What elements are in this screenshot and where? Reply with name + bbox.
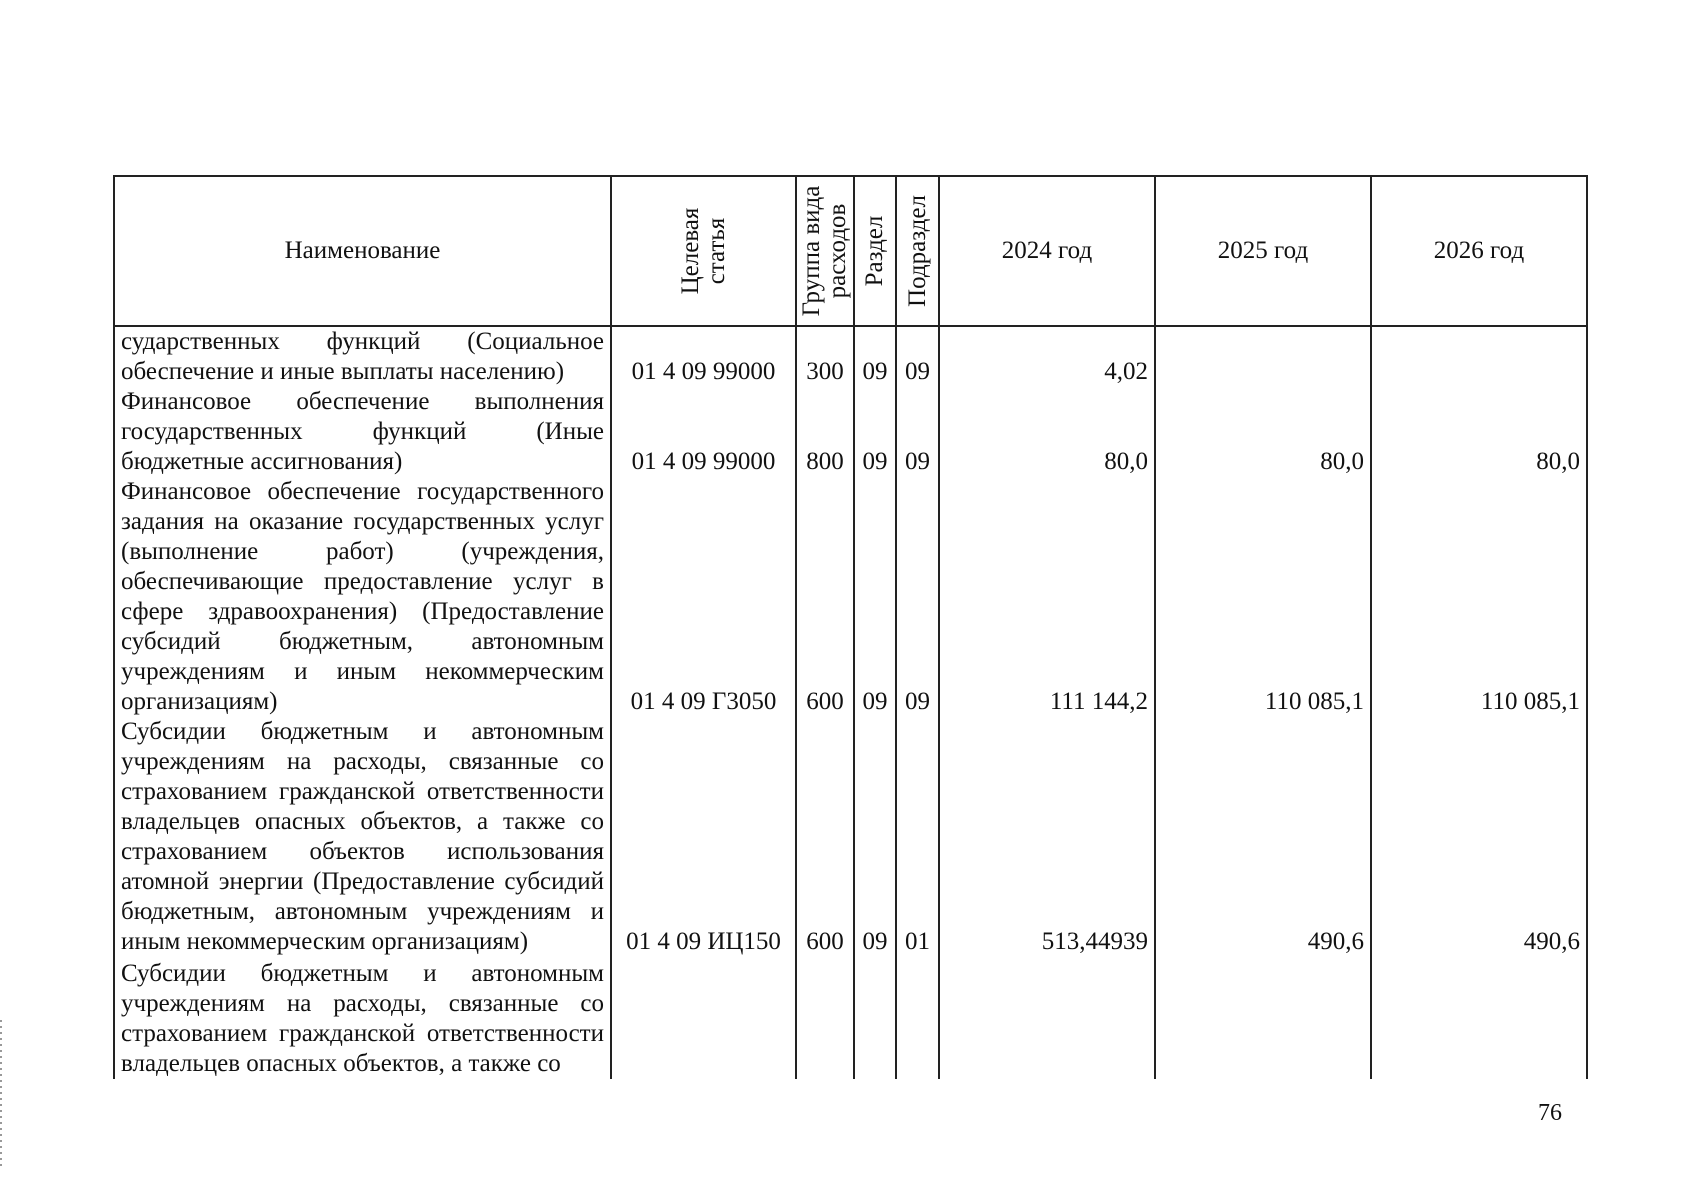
- header-subsection-text: Подраздел: [903, 195, 931, 307]
- row-target: 01 4 09 99000: [611, 326, 796, 387]
- row-section: 09: [854, 717, 896, 957]
- row-name: Финансовое обеспечение выполнения государственных функций (Иные бюджетные ассигнования): [114, 387, 611, 477]
- row-section: 09: [854, 326, 896, 387]
- table-row: [114, 717, 1587, 957]
- row-value-2024: 513,44939: [939, 717, 1155, 957]
- row-value-2026: [1371, 957, 1587, 1079]
- table-row: [114, 326, 1587, 387]
- row-name: Субсидии бюджетным и автономным учреждениям на расходы, связанные со страхованием гражданской ответственности владельцев опасных объектов, а также со: [114, 957, 611, 1079]
- header-row: [114, 176, 1587, 326]
- budget-table: [113, 175, 1588, 1079]
- header-target-line-1: Целевая: [676, 207, 704, 295]
- row-group: 300: [796, 326, 854, 387]
- row-subsection: 01: [896, 717, 939, 957]
- row-section: [854, 957, 896, 1079]
- row-value-2025: [1155, 326, 1371, 387]
- row-name: Субсидии бюджетным и автономным учреждениям на расходы, связанные со страхованием гражданской ответственности владельцев опасных объектов, а также со страхованием объектов использования атомной энергии (Предоставление субсидий бюджетным, автономным учреждениям и иным некоммерческим организациям): [114, 717, 611, 957]
- row-target: [611, 957, 796, 1079]
- row-section: 09: [854, 387, 896, 477]
- row-group: [796, 957, 854, 1079]
- row-value-2024: [939, 957, 1155, 1079]
- row-group: 800: [796, 387, 854, 477]
- row-target: 01 4 09 99000: [611, 387, 796, 477]
- table-row: [114, 387, 1587, 477]
- header-year-2026: 2026 год: [1371, 176, 1587, 326]
- row-subsection: 09: [896, 387, 939, 477]
- table-row: [114, 477, 1587, 717]
- header-group-line-2: расходов: [824, 203, 851, 299]
- row-value-2024: 111 144,2: [939, 477, 1155, 717]
- header-expense-group: [796, 176, 854, 326]
- scan-edge-mark: [0, 1020, 2, 1170]
- header-name: Наименование: [114, 176, 611, 326]
- row-subsection: [896, 957, 939, 1079]
- row-target: 01 4 09 Г3050: [611, 477, 796, 717]
- row-name: сударственных функций (Социальное обеспечение и иные выплаты населению): [114, 326, 611, 387]
- row-group: 600: [796, 717, 854, 957]
- row-value-2025: 110 085,1: [1155, 477, 1371, 717]
- header-target-article: [611, 176, 796, 326]
- row-value-2024: 80,0: [939, 387, 1155, 477]
- header-year-2025: 2025 год: [1155, 176, 1371, 326]
- row-target: 01 4 09 ИЦ150: [611, 717, 796, 957]
- row-value-2025: 490,6: [1155, 717, 1371, 957]
- header-section-text: Раздел: [861, 215, 888, 287]
- row-subsection: 09: [896, 326, 939, 387]
- row-value-2026: 490,6: [1371, 717, 1587, 957]
- row-value-2026: [1371, 326, 1587, 387]
- row-subsection: 09: [896, 477, 939, 717]
- table-row: [114, 957, 1587, 1079]
- header-section: [854, 176, 896, 326]
- row-group: 600: [796, 477, 854, 717]
- row-value-2025: 80,0: [1155, 387, 1371, 477]
- page-number: 76: [1538, 1100, 1562, 1126]
- header-subsection: [896, 176, 939, 326]
- header-group-line-1: Группа вида: [798, 185, 825, 317]
- header-year-2024: 2024 год: [939, 176, 1155, 326]
- row-name: Финансовое обеспечение государственного задания на оказание государственных услуг (выполнение работ) (учреждения, обеспечивающие предоставление услуг в сфере здравоохранения) (Предоставление субсидий бюджетным, автономным учреждениям и иным некоммерческим организациям): [114, 477, 611, 717]
- row-value-2025: [1155, 957, 1371, 1079]
- row-value-2024: 4,02: [939, 326, 1155, 387]
- row-value-2026: 110 085,1: [1371, 477, 1587, 717]
- row-section: 09: [854, 477, 896, 717]
- row-value-2026: 80,0: [1371, 387, 1587, 477]
- header-target-line-2: статья: [702, 217, 730, 285]
